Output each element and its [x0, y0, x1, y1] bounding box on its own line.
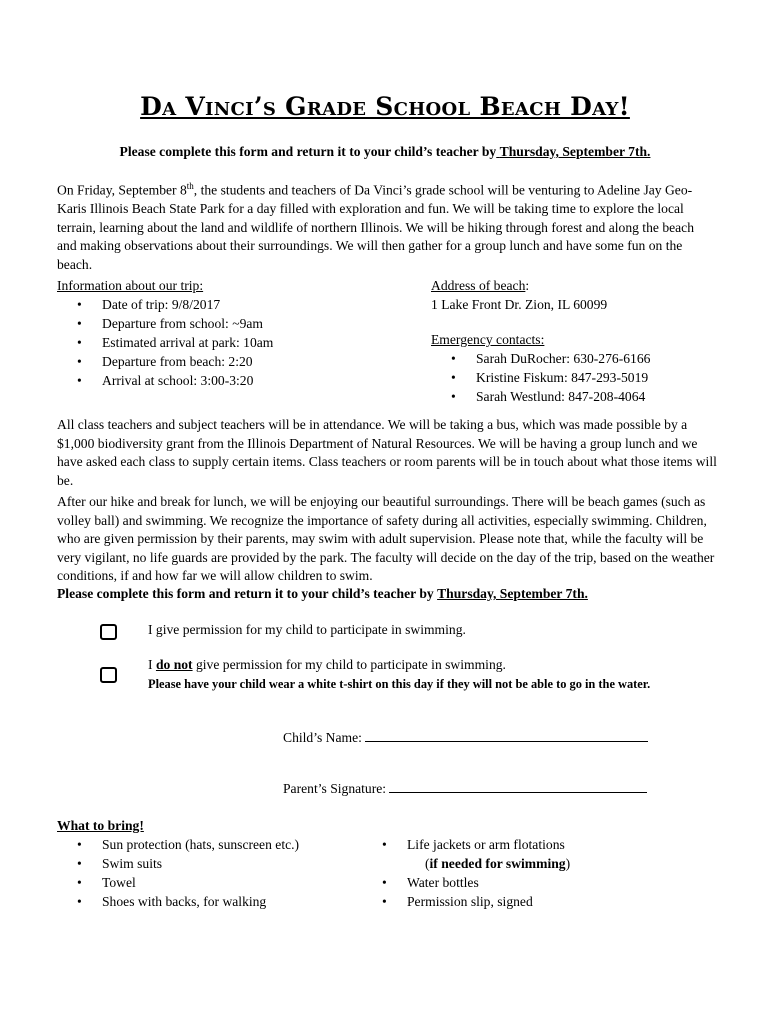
list-item: • Permission slip, signed: [362, 892, 570, 911]
form-return-instruction: [0, 144, 770, 160]
list-item: • Departure from school: ~9am: [57, 314, 273, 333]
deny-permission-label: I do not give permission for my child to participate in swimming.: [148, 657, 506, 672]
beach-address-section: Address of beach: 1 Lake Front Dr. Zion, IL 60099: [431, 278, 608, 312]
trip-info-section: [57, 276, 273, 390]
deadline-date: Thursday, September 7th.: [499, 144, 651, 159]
beach-address-heading: Address of beach: [431, 278, 526, 293]
beach-address-value: 1 Lake Front Dr. Zion, IL 60099: [431, 297, 608, 312]
page-title: Da Vinci’s Grade School Beach Day!: [140, 92, 630, 121]
bring-list-right: [362, 835, 570, 911]
list-item: • Sarah Westlund: 847-208-4064: [431, 387, 650, 406]
what-to-bring-section: [57, 816, 299, 911]
list-item: • Water bottles: [362, 873, 570, 892]
child-name-label: Child’s Name:: [283, 730, 362, 745]
emphasis-do-not: do not: [155, 657, 193, 672]
what-to-bring-heading: What to bring!: [57, 818, 144, 833]
bring-list-left: [57, 835, 299, 911]
deny-permission-checkbox[interactable]: [100, 667, 117, 683]
child-name-field: [283, 729, 648, 746]
deadline-date: Thursday, September 7th.: [437, 586, 588, 601]
flotation-note: (if needed for swimming): [425, 856, 571, 871]
afternoon-paragraph: After our hike and break for lunch, we will be enjoying our beautiful surroundings. There will be beach games (such as volley ball) and swimming. We recognize the importance of safety during all activities, especially swimming. Children, who are given permission by their parents, may swim with adult supervision. Please note that, while the faculty will be very vigilant, no life guards are provided by the park. The faculty will decide on the day of the trip, based on the weather conditions, if and how far we will allow children to swim.: [57, 494, 715, 584]
list-item: • Towel: [57, 873, 299, 892]
list-item: • Shoes with backs, for walking: [57, 892, 299, 911]
list-item: • Arrival at school: 3:00-3:20: [57, 371, 273, 390]
trip-info-list: [57, 295, 273, 390]
give-permission-checkbox[interactable]: [100, 624, 117, 640]
child-name-input-line[interactable]: [365, 729, 648, 742]
attendance-paragraph: All class teachers and subject teachers will be in attendance. We will be taking a bus, which was made possible by a $1,000 biodiversity grant from the Illinois Department of Natural Resources. We will be having a group lunch and we have asked each class to supply certain items. Class teachers or room parents will be in touch about what those items will be.: [57, 417, 717, 488]
list-item: • Sarah DuRocher: 630-276-6166: [431, 349, 650, 368]
emergency-contacts-section: [431, 330, 650, 406]
list-item: • Departure from beach: 2:20: [57, 352, 273, 371]
intro-paragraph: On Friday, September 8th, the students and teachers of Da Vinci’s grade school will be venturing to Adeline Jay Geo-Karis Illinois Beach State Park for a day filled with exploration and fun. We will be taking time to explore the local terrain, learning about the land and wildlife of northern Illinois. We will be hiking through forest and along the beach and making observations about their surroundings. We will then gather for a group lunch and have some fun on the beach.: [57, 181, 695, 272]
white-shirt-note: Please have your child wear a white t-shirt on this day if they will not be able to go in the water.: [148, 677, 651, 691]
parent-signature-input-line[interactable]: [389, 780, 647, 793]
emergency-contacts-heading: Emergency contacts:: [431, 332, 545, 347]
emergency-contacts-list: [431, 349, 650, 406]
ordinal-suffix: th: [186, 181, 194, 191]
instruction-text: Please complete this form and return it to your child’s teacher by: [119, 144, 497, 159]
list-item: • Swim suits: [57, 854, 299, 873]
trip-info-heading: Information about our trip:: [57, 278, 204, 293]
parent-signature-label: Parent’s Signature:: [283, 781, 387, 796]
list-item: • Life jackets or arm flotations: [362, 835, 570, 854]
give-permission-label: I give permission for my child to participate in swimming.: [148, 622, 466, 637]
parent-signature-field: [283, 780, 647, 797]
list-item: • Sun protection (hats, sunscreen etc.): [57, 835, 299, 854]
list-item: • Estimated arrival at park: 10am: [57, 333, 273, 352]
form-return-reminder: Please complete this form and return it to your child’s teacher by Thursday, September 7th.: [57, 586, 588, 601]
list-item: • Date of trip: 9/8/2017: [57, 295, 273, 314]
list-item: • Kristine Fiskum: 847-293-5019: [431, 368, 650, 387]
